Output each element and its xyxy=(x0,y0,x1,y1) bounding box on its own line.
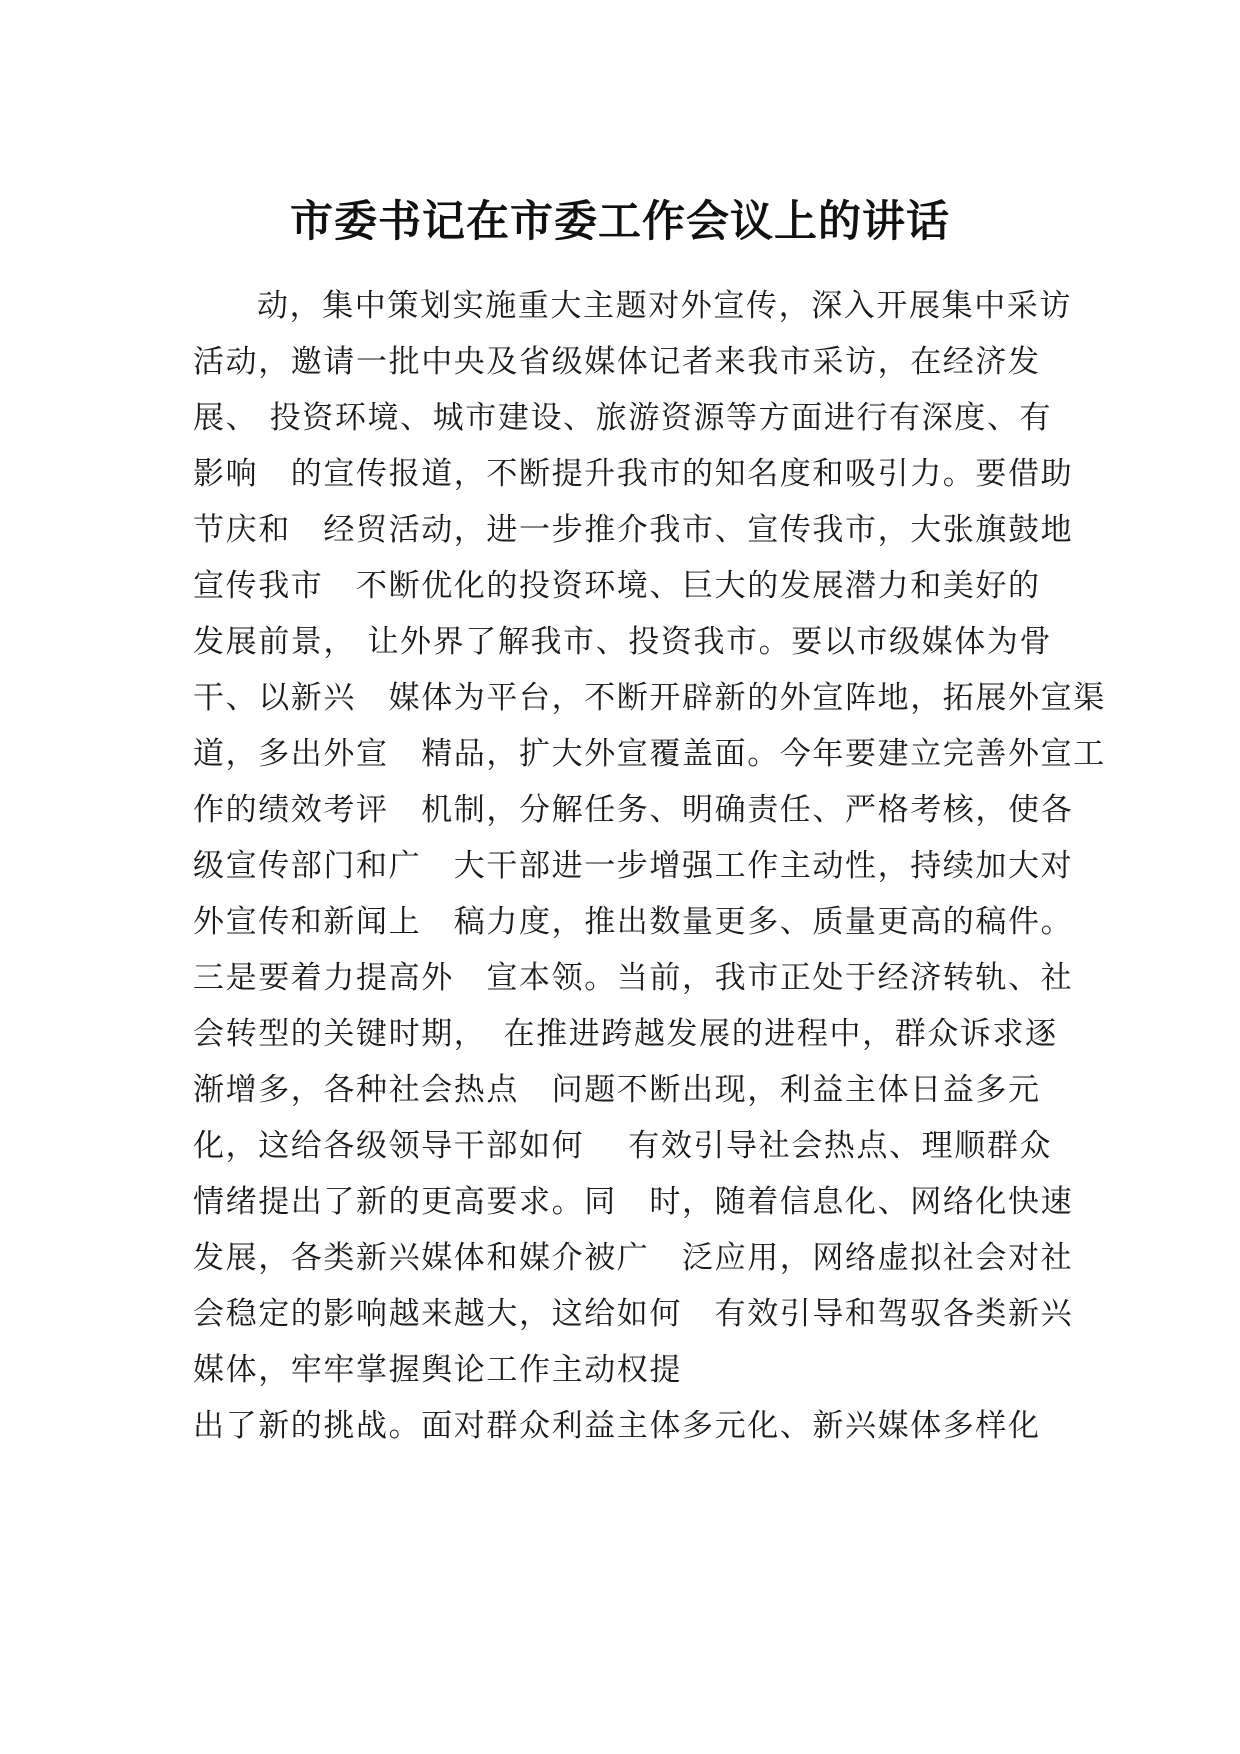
body-line: 干、以新兴 媒体为平台，不断开辟新的外宣阵地，拓展外宣渠 xyxy=(193,680,1106,716)
document-title: 市委书记在市委工作会议上的讲话 xyxy=(290,197,950,247)
body-line: 发展，各类新兴媒体和媒介被广 泛应用，网络虚拟社会对社 xyxy=(193,1240,1074,1276)
body-line: 宣传我市 不断优化的投资环境、巨大的发展潜力和美好的 xyxy=(193,568,1041,604)
body-line: 会稳定的影响越来越大，这给如何 有效引导和驾驭各类新兴 xyxy=(193,1296,1074,1332)
body-line: 级宣传部门和广 大干部进一步增强工作主动性，持续加大对 xyxy=(193,848,1074,884)
body-line: 情绪提出了新的更高要求。同 时，随着信息化、网络化快速 xyxy=(193,1184,1074,1220)
body-line: 媒体，牢牢掌握舆论工作主动权提 xyxy=(193,1352,682,1388)
body-line: 外宣传和新闻上 稿力度，推出数量更多、质量更高的稿件。 xyxy=(193,904,1074,940)
document-body xyxy=(193,278,1106,1454)
body-line: 道，多出外宣 精品，扩大外宣覆盖面。今年要建立完善外宣工 xyxy=(193,736,1106,772)
body-line: 出了新的挑战。面对群众利益主体多元化、新兴媒体多样化 xyxy=(193,1408,1041,1444)
body-line: 影响 的宣传报道，不断提升我市的知名度和吸引力。要借助 xyxy=(193,456,1074,492)
body-line: 活动，邀请一批中央及省级媒体记者来我市采访，在经济发 xyxy=(193,344,1041,380)
body-line: 三是要着力提高外 宣本领。当前，我市正处于经济转轨、社 xyxy=(193,960,1074,996)
body-line: 渐增多，各种社会热点 问题不断出现，利益主体日益多元 xyxy=(193,1072,1041,1108)
body-line: 会转型的关键时期， 在推进跨越发展的进程中，群众诉求逐 xyxy=(193,1016,1058,1052)
body-line: 展、 投资环境、城市建设、旅游资源等方面进行有深度、有 xyxy=(193,400,1053,436)
body-line: 发展前景， 让外界了解我市、投资我市。要以市级媒体为骨 xyxy=(193,624,1053,660)
body-line: 动，集中策划实施重大主题对外宣传，深入开展集中采访 xyxy=(257,288,1072,324)
body-line: 化，这给各级领导干部如何 有效引导社会热点、理顺群众 xyxy=(193,1128,1053,1164)
body-line: 作的绩效考评 机制，分解任务、明确责任、严格考核，使各 xyxy=(193,792,1074,828)
body-line: 节庆和 经贸活动，进一步推介我市、宣传我市，大张旗鼓地 xyxy=(193,512,1074,548)
